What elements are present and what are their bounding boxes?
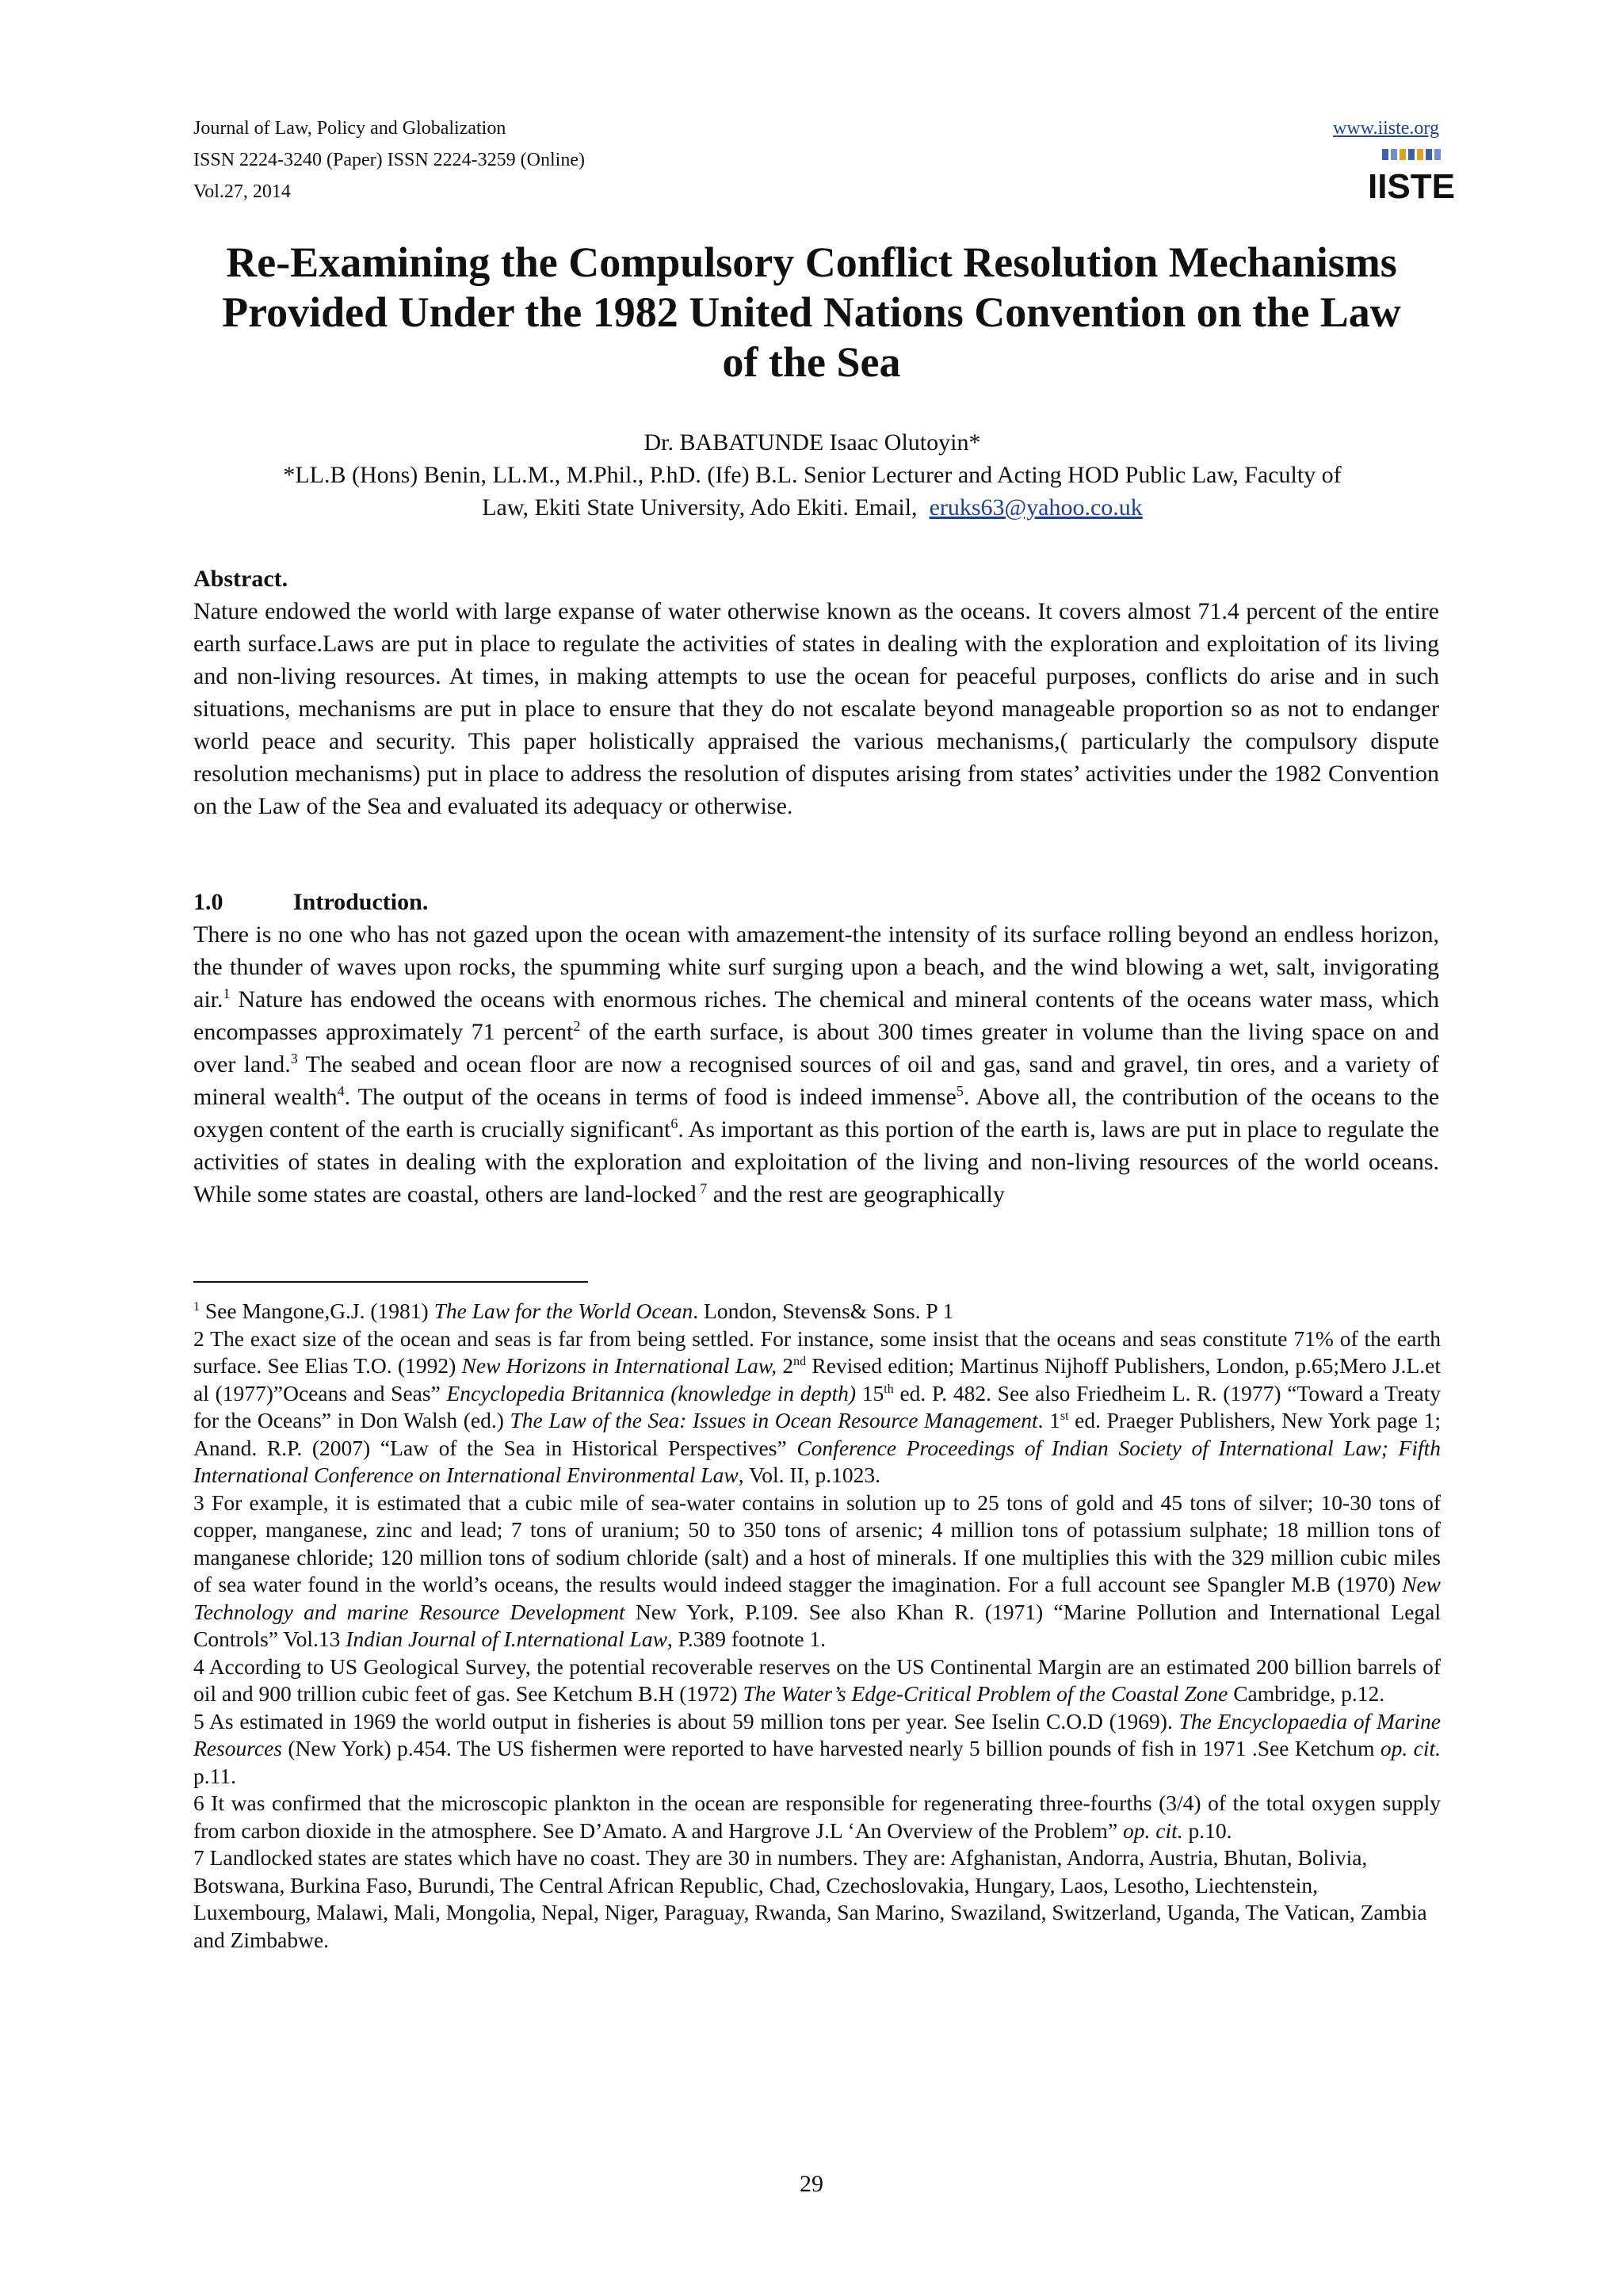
footnote-4 (193, 1653, 1441, 1708)
footnote-3 (193, 1489, 1441, 1653)
footnote-6 (193, 1790, 1441, 1844)
footnote-number: 2 (193, 1325, 204, 1351)
footnote-text: . London, Stevens& Sons. P 1 (693, 1299, 954, 1323)
footnote-text: p.10. (1182, 1817, 1232, 1843)
footnote-title: Indian Journal of I.nternational Law (346, 1627, 667, 1651)
footnote-ref-1[interactable]: 1 (223, 986, 231, 1001)
footnotes (193, 1298, 1441, 1954)
abstract-heading: Abstract. (193, 566, 288, 592)
footnote-7 (193, 1844, 1441, 1954)
affiliation-text: Law, Ekiti State University, Ado Ekiti. Email, (482, 494, 918, 521)
footnote-title: Encyclopedia Britannica (knowledge in depth) (446, 1380, 857, 1405)
footnote-text: , Vol. II, p.1023. (738, 1463, 880, 1487)
introduction-paragraph (193, 918, 1439, 1211)
title-line-3: of the Sea (722, 338, 901, 386)
journal-name: Journal of Law, Policy and Globalization (193, 118, 506, 139)
issn-line: ISSN 2224-3240 (Paper) ISSN 2224-3259 (Online) (193, 150, 585, 170)
intro-text: . Above all, the contribution of the oceans to the oxygen content of the earth is crucially significant (193, 1084, 1440, 1142)
footnote-text: The exact size of the ocean and seas is far from being settled. For instance, some insist that the oceans and seas constitute 71% of the earth surface. See Elias T.O. (1992) (193, 1325, 1441, 1378)
intro-text: of the earth surface, is about 300 times greater in volume than the living space on and over land. (193, 1019, 1440, 1077)
footnote-text: ed. Praeger Publishers, New York page 1; Anand. R.P. (2007) “Law of the Sea in Historical Perspectives” (193, 1408, 1441, 1460)
iiste-logo-graphic (1367, 147, 1456, 206)
intro-text: and the rest are geographically (707, 1181, 1005, 1207)
intro-text: There is no one who has not gazed upon the ocean with amazement-the intensity of its surface rolling beyond an endless horizon, the thunder of waves upon rocks, the spumming white surf surging upon a beach, and the wind blowing a wet, salt, invigorating air. (193, 921, 1439, 1013)
iiste-logo (1367, 147, 1456, 206)
ordinal-suffix: th (884, 1382, 894, 1396)
abstract-section (193, 563, 1439, 822)
footnote-text: , P.389 footnote 1. (666, 1627, 827, 1651)
volume-line: Vol.27, 2014 (193, 181, 291, 202)
intro-text: . The output of the oceans in terms of food is indeed immense (344, 1084, 957, 1110)
footnote-text: It was confirmed that the microscopic plankton in the ocean are responsible for regenerating three-fourths (3/4) of the total oxygen supply from carbon dioxide in the atmosphere. See D’Amato. A and Hargrove J.L ‘An Overview of the Problem” (193, 1791, 1441, 1843)
author-block (182, 426, 1442, 524)
footnote-title: The Water’s Edge-Critical Problem of the Coastal Zone (743, 1681, 1228, 1706)
footnote-text: Revised edition; Martinus Nijhoff Publishers, London, p.65;Mero J.L.et al (1977)”Oceans and Seas” (193, 1353, 1442, 1405)
footnote-text: See Mangone,G.J. (1981) (200, 1299, 434, 1323)
footnote-title: The Law for the World Ocean (433, 1299, 693, 1323)
footnote-ref-6[interactable]: 6 (670, 1116, 678, 1131)
footnote-separator (193, 1281, 588, 1283)
footnote-text: According to US Geological Survey, the potential recoverable reserves on the US Continental Margin are an estimated 200 billion barrels of oil and 900 trillion cubic feet of gas. See Ketchum B.H (1972) (193, 1653, 1441, 1706)
footnote-title: op. cit. (1123, 1817, 1183, 1843)
intro-text: . As important as this portion of the earth is, laws are put in place to regulate the activities of states in dealing with the exploration and exploitation of the living and non-living resources of the world oceans. While some states are coastal, others are land-locked (193, 1116, 1439, 1207)
footnote-text: (New York) p.454. The US fishermen were reported to have harvested nearly 5 billion pounds of fish in 1971 .See Ketchum (282, 1736, 1381, 1760)
footnote-title: Conference Proceedings of Indian Society of International Law; Fifth International Conference on International Environmental Law (193, 1435, 1442, 1487)
footnote-text: Landlocked states are states which have no coast. They are 30 in numbers. They are: Afghanistan, Andorra, Austria, Bhutan, Bolivia, Botswana, Burkina Faso, Burundi, The Central African Republic, Chad, Czechoslovakia, Hungary, Laos, Lesotho, Liechtenstein, Luxembourg, Malawi, Mali, Mongolia, Nepal, Niger, Paraguay, Rwanda, San Marino, Swaziland, Switzerland, Uganda, The Vatican, Zambia and Zimbabwe. (193, 1845, 1427, 1952)
author-name: Dr. BABATUNDE Isaac Olutoyin* (643, 429, 981, 456)
footnote-text: ed. P. 482. See also Friedheim L. R. (1977) “Toward a Treaty for the Oceans” in Don Walsh (ed.) (193, 1380, 1441, 1432)
footnote-text: As estimated in 1969 the world output in fisheries is about 59 million tons per year. See Iselin C.O.D (1969). (204, 1708, 1179, 1733)
ordinal-suffix: st (1060, 1409, 1069, 1423)
footnote-1 (193, 1298, 1441, 1325)
footnote-title: The Law of the Sea: Issues in Ocean Resource Management (510, 1408, 1038, 1432)
footnote-number: 1 (193, 1299, 200, 1314)
footnote-ref-3[interactable]: 3 (290, 1051, 298, 1066)
footnote-text: 15 (856, 1380, 884, 1405)
footnote-ref-2[interactable]: 2 (573, 1018, 581, 1034)
footnote-text: . 1 (1037, 1408, 1060, 1432)
author-affiliation-2 (182, 491, 1442, 524)
logo-text: IISTE (1367, 167, 1456, 206)
introduction-heading (193, 886, 1439, 918)
footnote-ref-7[interactable]: 7 (696, 1180, 708, 1196)
footnote-ref-4[interactable]: 4 (337, 1083, 345, 1099)
intro-text: The seabed and ocean floor are now a recognised sources of oil and gas, sand and gravel, tin ores, and a variety of mineral wealth (193, 1051, 1439, 1110)
footnote-number: 3 (193, 1489, 204, 1515)
footnote-title: New Technology and marine Resource Development (193, 1572, 1441, 1624)
ordinal-suffix: nd (793, 1354, 807, 1368)
intro-text: Nature has endowed the oceans with enormous riches. The chemical and mineral contents of the oceans water mass, which encompasses approximately 71 percent (193, 986, 1439, 1045)
footnote-5 (193, 1708, 1441, 1791)
page-number: 29 (800, 2171, 823, 2197)
footnote-number: 4 (193, 1653, 204, 1679)
footnote-ref-5[interactable]: 5 (956, 1083, 964, 1099)
website-link[interactable]: www.iiste.org (1333, 118, 1439, 139)
section-number: 1.0 (193, 889, 223, 915)
footnote-text: p.11. (193, 1763, 236, 1788)
footnote-text: Cambridge, p.12. (1228, 1681, 1385, 1706)
footnote-text: 2 (777, 1353, 794, 1378)
section-title: Introduction. (293, 889, 429, 915)
footnote-title: op. cit. (1380, 1736, 1441, 1760)
author-email-link[interactable]: eruks63@yahoo.co.uk (929, 494, 1143, 521)
introduction-section (193, 886, 1439, 1211)
author-affiliation-1: *LL.B (Hons) Benin, LL.M., M.Phil., P.hD. (Ife) B.L. Senior Lecturer and Acting HOD Public Law, Faculty of (283, 462, 1342, 488)
paper-title (158, 238, 1465, 387)
title-line-1: Re-Examining the Compulsory Conflict Resolution Mechanisms (226, 238, 1397, 286)
footnote-number: 6 (193, 1791, 204, 1815)
footnote-2 (193, 1325, 1441, 1489)
footnote-title: The Encyclopaedia of Marine Resources (193, 1708, 1442, 1760)
footnote-title: New Horizons in International Law, (461, 1353, 777, 1378)
footnote-text: For example, it is estimated that a cubic mile of sea-water contains in solution up to 25 tons of gold and 45 tons of silver; 10-30 tons of copper, manganese, zinc and lead; 7 tons of uranium; 50 to 350 tons of arsenic; 4 million tons of potassium sulphate; 18 million tons of manganese chloride; 120 million tons of sodium chloride (salt) and a host of minerals. If one multiplies this with the 329 million cubic miles of sea water found in the world’s oceans, the results would indeed stagger the imagination. For a full account see Spangler M.B (1970) (193, 1489, 1441, 1596)
footnote-number: 7 (193, 1845, 204, 1870)
abstract-text: Nature endowed the world with large expanse of water otherwise known as the oceans. It covers almost 71.4 percent of the entire earth surface.Laws are put in place to regulate the activities of states in dealing with the exploration and exploitation of its living and non-living resources. At times, in making attempts to use the ocean for peaceful purposes, conflicts do arise and in such situations, mechanisms are put in place to ensure that they do not escalate beyond manageable proportion so as not to endanger world peace and security. This paper holistically appraised the various mechanisms,( particularly the compulsory dispute resolution mechanisms) put in place to address the resolution of disputes arising from states’ activities under the 1982 Convention on the Law of the Sea and evaluated its adequacy or otherwise. (193, 598, 1439, 819)
footnote-number: 5 (193, 1708, 204, 1733)
footnote-text: New York, P.109. See also Khan R. (1971) “Marine Pollution and International Legal Controls” Vol.13 (193, 1599, 1441, 1651)
title-line-2: Provided Under the 1982 United Nations Convention on the Law (222, 288, 1401, 336)
